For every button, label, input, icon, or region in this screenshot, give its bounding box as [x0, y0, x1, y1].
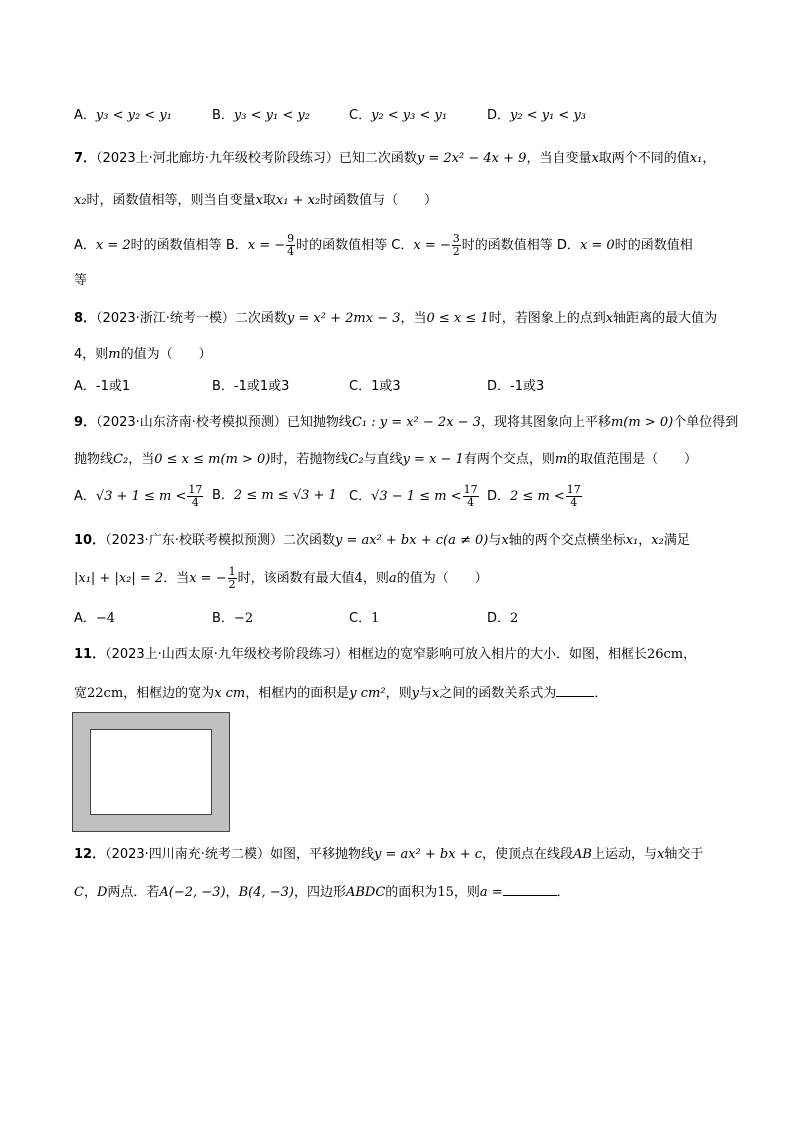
q7-stem-line2: x₂时，函数值相等，则当自变量x取x₁ + x₂时函数值与（ ） — [74, 193, 438, 208]
answer-blank[interactable] — [503, 881, 557, 896]
q10-option-d: D．2 — [487, 611, 519, 626]
q8-option-c: C．1或3 — [349, 379, 401, 394]
q11-stem-line2: 宽22cm，相框边的宽为x cm，相框内的面积是y cm²，则y与x之间的函数关系式为 ． — [74, 682, 607, 703]
q10-option-b: B．−2 — [212, 611, 254, 626]
q10-option-a: A．−4 — [74, 611, 116, 626]
q8-option-d: D．-1或3 — [487, 379, 545, 394]
q8-stem-line1: 8．（2023·浙江·统考一模）二次函数y = x² + 2mx − 3，当0 ≤ x ≤ 1时，若图象上的点到x轴距离的最大值为 — [74, 311, 718, 326]
q10-stem-line2: |x₁| + |x₂| = 2．当x = − $\frac{1}{2}$ 时，该函数有最大值4，则a的值为（ ） — [74, 565, 488, 591]
photo-frame-inner — [90, 729, 212, 815]
q6-option-b: B．y₃ < y₁ < y₂ — [212, 108, 310, 123]
q6-option-a: A．y₃ < y₂ < y₁ — [74, 108, 172, 123]
q7-options — [74, 233, 693, 258]
q7-option-d: D．x = 0时的函数值相 — [556, 238, 693, 253]
photo-frame-figure — [72, 712, 230, 832]
q7-option-d-wrap: 等 — [74, 273, 88, 288]
q9-option-a: A．√3 + 1 ≤ m < $\frac{17}{4}$ — [74, 483, 203, 509]
q7-option-c: C．x = − $\frac{3}{2}$ 时的函数值相等 — [391, 232, 553, 258]
q8-option-a: A．-1或1 — [74, 379, 131, 394]
q9-option-d: D．2 ≤ m < $\frac{17}{4}$ — [487, 483, 581, 509]
q8-option-b: B．-1或1或3 — [212, 379, 290, 394]
q12-stem-line2: C，D两点．若A(−2, −3)，B(4, −3)，四边形ABDC的面积为15，则a = ． — [74, 881, 570, 902]
q7-option-a: A．x = 2时的函数值相等 — [74, 238, 222, 253]
q9-option-c: C．√3 − 1 ≤ m < $\frac{17}{4}$ — [349, 483, 478, 509]
answer-blank[interactable] — [556, 682, 594, 697]
q12-stem-line1: 12．（2023·四川南充·统考二模）如图，平移抛物线y = ax² + bx + c，使顶点在线段AB上运动，与x轴交于 — [74, 847, 704, 862]
q9-option-b: B．2 ≤ m ≤ √3 + 1 — [212, 488, 337, 503]
q7-option-b: B．x = − $\frac{9}{4}$ 时的函数值相等 — [225, 232, 388, 258]
q9-stem-line1: 9．（2023·山东济南·校考模拟预测）已知抛物线C₁ : y = x² − 2x − 3，现将其图象向上平移m(m > 0)个单位得到 — [74, 415, 739, 430]
q7-stem-line1: 7．（2023上·河北廊坊·九年级校考阶段练习）已知二次函数y = 2x² − 4x + 9，当自变量x取两个不同的值x₁， — [74, 151, 716, 166]
q9-stem-line2: 抛物线C₂，当0 ≤ x ≤ m(m > 0)时，若抛物线C₂与直线y = x − 1有两个交点，则m的取值范围是（ ） — [74, 452, 698, 467]
q10-stem-line1: 10．（2023·广东·校联考模拟预测）二次函数y = ax² + bx + c(a ≠ 0)与x轴的两个交点横坐标x₁，x₂满足 — [74, 533, 690, 548]
q11-stem-line1: 11．（2023上·山西太原·九年级校考阶段练习）相框边的宽窄影响可放入相片的大小．如图，相框长26cm， — [74, 647, 697, 662]
q10-option-c: C．1 — [349, 611, 380, 626]
q6-option-d: D．y₂ < y₁ < y₃ — [487, 108, 586, 123]
q8-stem-line2: 4，则m的值为（ ） — [74, 347, 212, 362]
q6-option-c: C．y₂ < y₃ < y₁ — [349, 108, 448, 123]
